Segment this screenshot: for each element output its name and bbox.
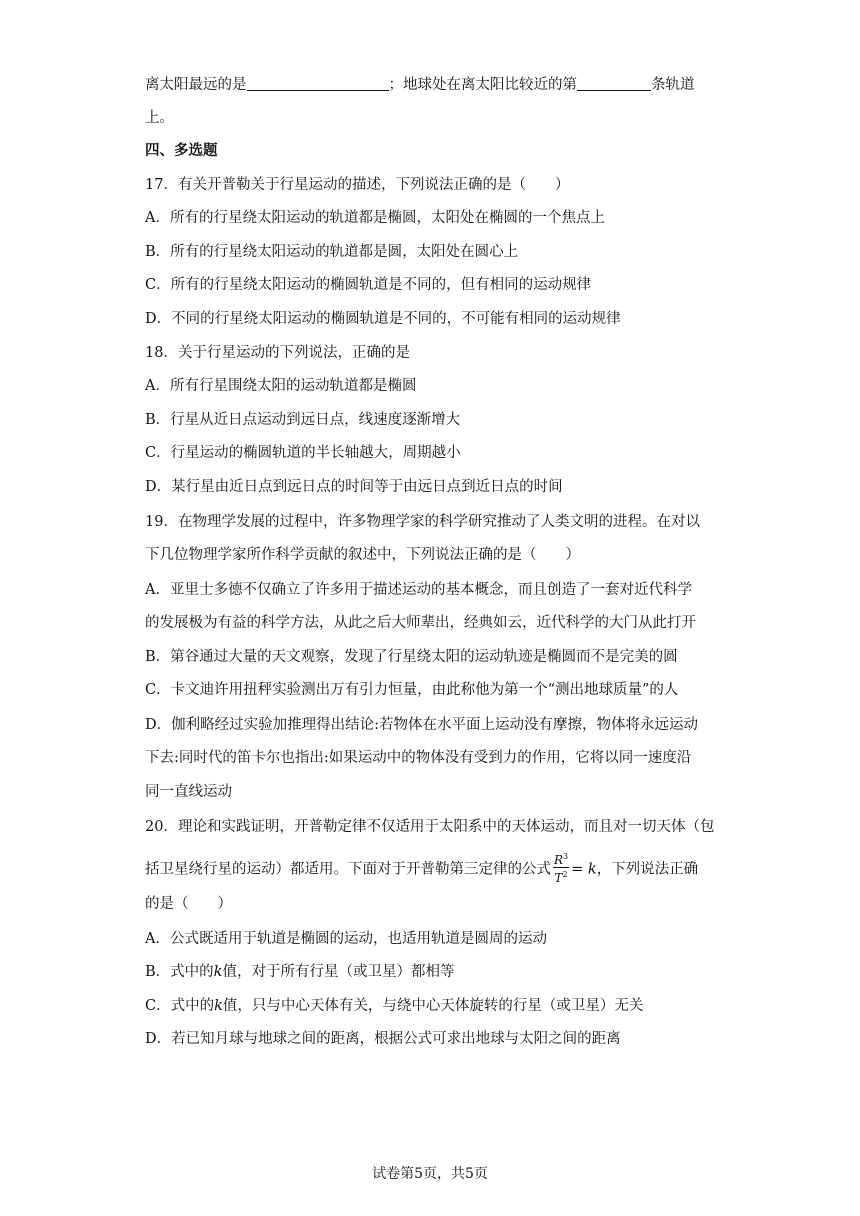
q17-stem: 17．有关开普勒关于行星运动的描述，下列说法正确的是（ ） — [145, 177, 570, 193]
q20-b-text-a: B．式中的 — [145, 964, 214, 980]
q17-option-c: C．所有的行星绕太阳运动的椭圆轨道是不同的，但有相同的运动规律 — [145, 277, 592, 293]
q20-option-c — [145, 996, 643, 1016]
q16-text-b: ；地球处在离太阳比较近的第 — [388, 77, 577, 93]
q17-option-d: D．不同的行星绕太阳运动的椭圆轨道是不同的，不可能有相同的运动规律 — [145, 311, 621, 327]
formula-t: T — [554, 871, 563, 885]
q19-option-c: C．卡文迪许用扭秤实验测出万有引力恒量，由此称他为第一个“测出地球质量”的人 — [145, 682, 679, 698]
q18-stem: 18．关于行星运动的下列说法，正确的是 — [145, 345, 410, 361]
q19-stem-line-1: 19．在物理学发展的过程中，许多物理学家的科学研究推动了人类文明的进程。在对以 — [145, 514, 700, 530]
formula-rhs: = k — [571, 861, 597, 878]
formula-r-exponent: 3 — [563, 852, 569, 861]
q18-option-c: C．行星运动的椭圆轨道的半长轴越大，周期越小 — [145, 445, 461, 461]
q17-option-a: A．所有的行星绕太阳运动的轨道都是椭圆，太阳处在椭圆的一个焦点上 — [145, 210, 605, 226]
q16-tail-line-2: 上。 — [145, 110, 174, 126]
q20-c-k: k — [214, 998, 223, 1014]
formula-t-exponent: 2 — [562, 870, 568, 879]
q19-stem-line-2: 下几位物理学家所作科学贡献的叙述中，下列说法正确的是（ ） — [145, 547, 580, 563]
q20-b-k: k — [213, 964, 223, 980]
q19-option-a-line-2: 的发展极为有益的科学方法，从此之后大师辈出，经典如云，近代科学的大门从此打开 — [145, 615, 696, 631]
q18-option-b: B．行星从近日点运动到远日点，线速度逐渐增大 — [145, 412, 461, 428]
q20-stem-line-1: 20．理论和实践证明，开普勒定律不仅适用于太阳系中的天体运动，而且对一切天体（包 — [145, 819, 715, 835]
q19-option-d-line-2: 下去:同时代的笛卡尔也指出:如果运动中的物体没有受到力的作用，它将以同一速度沿 — [145, 750, 692, 766]
q16-text-c: 条轨道 — [651, 77, 695, 93]
q20-stem-text-a: 括卫星绕行星的运动）都适用。下面对于开普勒第三定律的公式 — [145, 861, 551, 878]
q19-option-a-line-1: A．亚里士多德不仅确立了许多用于描述运动的基本概念，而且创造了一套对近代科学 — [145, 582, 692, 598]
q20-option-a: A．公式既适用于轨道是椭圆的运动，也适用轨道是圆周的运动 — [145, 931, 547, 947]
q17-option-b: B．所有的行星绕太阳运动的轨道都是圆，太阳处在圆心上 — [145, 244, 519, 260]
q20-b-text-b: 值，对于所有行星（或卫星）都相等 — [222, 964, 455, 980]
page-footer: 试卷第5页，共5页 — [372, 1166, 488, 1182]
q20-c-text-b: 值，只与中心天体有关，与绕中心天体旋转的行星（或卫星）无关 — [222, 998, 644, 1014]
q19-option-b: B．第谷通过大量的天文观察，发现了行星绕太阳的运动轨迹是椭圆而不是完美的圆 — [145, 649, 678, 665]
formula-r: R — [554, 853, 564, 867]
q20-option-d: D．若已知月球与地球之间的距离，根据公式可求出地球与太阳之间的距离 — [145, 1031, 621, 1047]
q18-option-d: D．某行星由近日点到远日点的时间等于由远日点到近日点的时间 — [145, 479, 563, 495]
q20-option-b — [145, 962, 454, 982]
q19-option-d-line-1: D．伽利略经过实验加推理得出结论:若物体在水平面上运动没有摩擦，物体将永远运动 — [145, 717, 699, 733]
q20-stem-line-3: 的是（ ） — [145, 896, 232, 912]
q18-option-a: A．所有行星围绕太阳的运动轨道都是椭圆 — [145, 378, 417, 394]
section-title: 四、多选题 — [145, 142, 218, 159]
answer-blank-1 — [247, 76, 389, 91]
q19-option-d-line-3: 同一直线运动 — [145, 784, 232, 800]
q20-c-text-a: C．式中的 — [145, 998, 215, 1014]
formula-denominator — [553, 868, 569, 885]
q20-stem-line-2 — [145, 852, 698, 887]
q16-text-a: 离太阳最远的是 — [145, 77, 247, 93]
q20-stem-text-b: ，下列说法正确 — [596, 861, 699, 878]
formula-numerator — [553, 850, 569, 868]
kepler-formula-fraction — [553, 850, 569, 885]
answer-blank-2 — [577, 76, 651, 91]
q16-tail-line-1 — [145, 75, 695, 95]
